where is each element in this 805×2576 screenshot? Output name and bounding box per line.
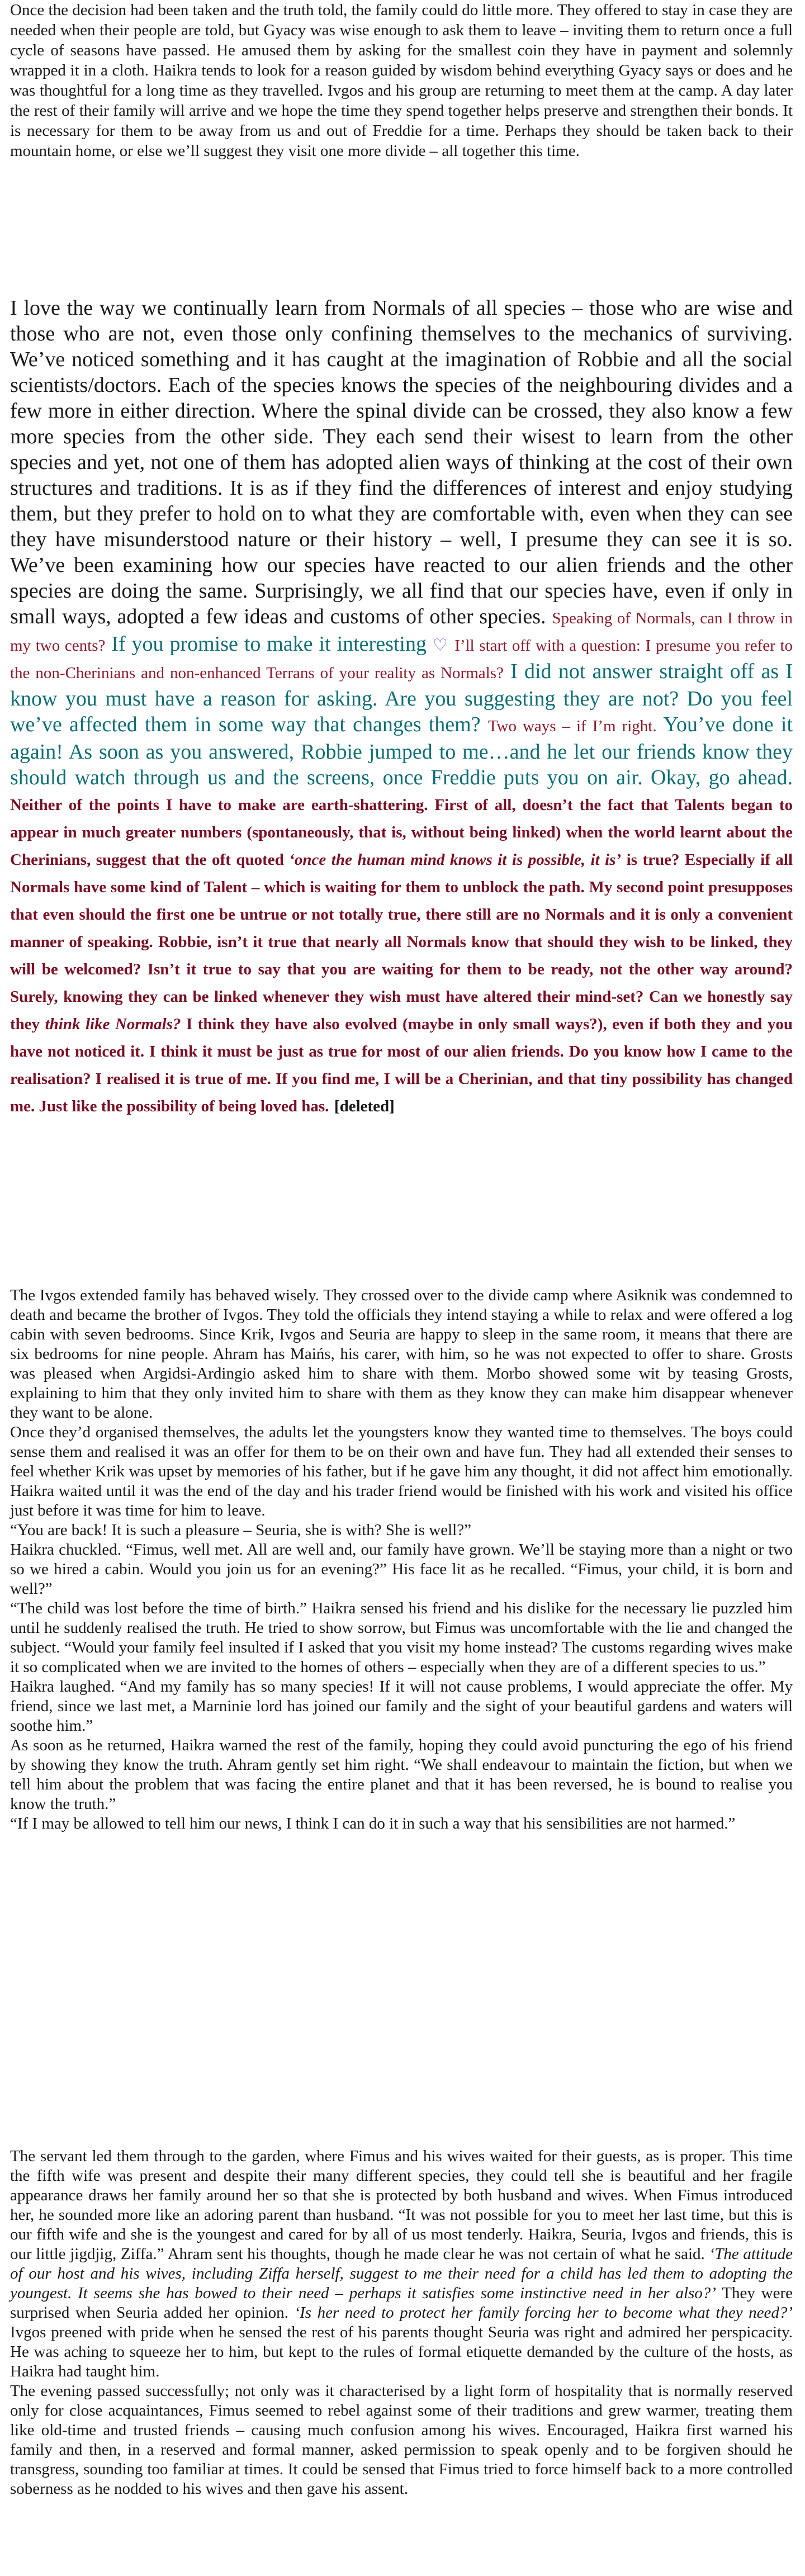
- section-normals-discussion: [10, 295, 793, 1119]
- paragraph: The evening passed successfully; not only was it characterised by a light form of hospitality that is normally reserved only for close acquaintances, Fimus seemed to rebel against some of their traditions and grew warmer, treating them like old-time and trusted friends – causing much confusion among his wives. Encouraged, Haikra first warned his family and then, in a reserved and formal manner, asked permission to speak openly and to be forgiven should he transgress, sounding too familiar at times. It could be sensed that Fimus tried to force himself back to a more controlled soberness as he nodded to his wives and then gave his assent.: [10, 2382, 793, 2498]
- paragraph: As soon as he returned, Haikra warned the rest of the family, hoping they could avoid puncturing the ego of his friend by showing they know the truth. Ahram gently set him right. “We shall endeavour to maintain the fiction, but when we tell him about the problem that was facing the entire planet and that it has been reversed, he is bound to realise you know the truth.”: [10, 1736, 793, 1813]
- paragraph: Once they’d organised themselves, the adults let the youngsters know they wanted time to themselves. The boys could sense them and realised it was an offer for them to be on their own and have fun. They had all extended their senses to feel whether Krik was upset by memories of his father, but if he gave him any thought, it did not affect him emotionally. Haikra waited until it was the end of the day and his trader friend would be finished with his work and visited his office just before it was time for him to leave.: [10, 1423, 793, 1519]
- speaker-red-line: Two ways – if I’m right.: [487, 717, 657, 735]
- section-gyacy-decision: [10, 0, 793, 161]
- speaker-teal-line: I did not answer straight off as I know you must have a reason for asking. Are you suggesting they are not? Do you feel we’ve affected them in some way that changes them?: [10, 660, 793, 736]
- deleted-marker: [deleted]: [334, 1097, 395, 1115]
- paragraph: “The child was lost before the time of birth.” Haikra sensed his friend and his dislike for the necessary lie puzzled him until he suddenly realised the truth. He tried to show sorrow, but Fimus was uncomfortable with the lie and changed the subject. “Would your family feel insulted if I asked that you visit my home instead? The customs regarding wives make it so complicated when we are invited to the homes of others – especially when they are of a different species to us.”: [10, 1599, 793, 1676]
- speaker-teal-line: You’ve done it again! As soon as you answered, Robbie jumped to me…and he let our friends know they should watch through us and the screens, once Freddie puts you on air. Okay, go ahead.: [10, 713, 793, 789]
- heart-icon: ♡: [432, 636, 449, 655]
- paragraph: “If I may be allowed to tell him our news, I think I can do it in such a way that his sensibilities are not harmed.”: [10, 1815, 736, 1832]
- paragraph: Haikra laughed. “And my family has so many species! If it will not cause problems, I would appreciate the offer. My friend, since we last met, a Marninie lord has joined our family and the sight of your beautiful gardens and waters will soothe him.”: [10, 1678, 793, 1735]
- paragraph: Once the decision had been taken and the truth told, the family could do little more. They offered to stay in case they are needed when their people are told, but Gyacy was wise enough to ask them to leave – inviting them to return once a full cycle of seasons have passed. He amused them by asking for the smallest coin they have in payment and solemnly wrapped it in a cloth. Haikra tends to look for a reason guided by wisdom behind everything Gyacy says or does and he was thoughtful for a long time as they travelled. Ivgos and his group are returning to meet them at the camp. A day later the rest of their family will arrive and we hope the time they spend together helps preserve and strengthen their bonds. It is necessary for them to be away from us and out of Freddie for a time. Perhaps they should be taken back to their mountain home, or else we’ll suggest they visit one more divide – all together this time.: [10, 1, 793, 160]
- speaker-red-line: Speaking of Normals, can I throw in my two cents?: [10, 609, 793, 655]
- paragraph: The servant led them through to the garden, where Fimus and his wives waited for their guests, as is proper. This time the fifth wife was present and despite their many different species, they could tell she is beautiful and her fragile appearance draws her family around her so that she is protected by both husband and wives. When Fimus introduced her, he sounded more like an adoring parent than husband. “It was not possible for you to meet her last time, but this is our fifth wife and she is the youngest and cared for by all of us most tenderly. Haikra, Seuria, Ivgos and friends, this is our little jigdjig, Ziffa.” Ahram sent his thoughts, though he made clear he was not certain of what he said. ‘The attitude of our host and his wives, including Ziffa herself, suggest to me their need for a child has led them to adopting the youngest. It seems she has bowed to their need – perhaps it satisfies some instinctive need in her also?’ They were surprised when Seuria added her opinion. ‘Is her need to protect her family forcing her to become what they need?’ Ivgos preened with pride when he sensed the rest of his parents thought Seuria was right and admired her perspicacity. He was aching to squeeze her to him, but kept to the rules of formal etiquette demanded by the culture of the hosts, as Haikra had taught him.: [10, 2147, 793, 2380]
- speaker-red-bold-line: Neither of the points I have to make are earth-shattering. First of all, doesn’t the fact that Talents began to appear in much greater numbers (spontaneously, that is, without being linked) when the world learnt about the Cherinians, suggest that the oft quoted ‘once the human mind knows it is possible, it is’ is true? Especially if all Normals have some kind of Talent – which is waiting for them to unblock the path. My second point presupposes that even should the first one be untrue or not totally true, there still are no Normals and it is only a convenient manner of speaking. Robbie, isn’t it true that nearly all Normals know that should they wish to be linked, they will be welcomed? Isn’t it true to say that you are waiting for them to be ready, not the other way around? Surely, knowing they can be linked whenever they wish must have altered their mind-set? Can we honestly say they think like Normals? I think they have also evolved (maybe in only small ways?), even if both they and you have not noticed it. I think it must be just as true for most of our alien friends. Do you know how I came to the realisation? I realised it is true of me. If you find me, I will be a Cherinian, and that tiny possibility has changed me. Just like the possibility of being loved has.: [10, 796, 793, 1115]
- intro-text: I love the way we continually learn from Normals of all species – those who are wise and those who are not, even those only confining themselves to the mechanics of surviving. We’ve noticed something and it has caught at the imagination of Robbie and all the social scientists/doctors. Each of the species knows the species of the neighbouring divides and a few more in either direction. Where the spinal divide can be crossed, they also know a few more species from the other side. They each send their wisest to learn from the other species and yet, not one of them has adopted alien ways of thinking at the cost of their own structures and traditions. It is as if they find the differences of interest and enjoy studying them, but they prefer to hold on to what they are comfortable with, even when they can see they have misunderstood nature or their history – well, I presume they can see it is so. We’ve been examining how our species have reacted to our alien friends and the other species are doing the same. Surprisingly, we all find that our species have, even if only in small ways, adopted a few ideas and customs of other species.: [10, 296, 793, 628]
- section-fimus-garden: [10, 2147, 793, 2499]
- paragraph-dialogue: [10, 295, 793, 1119]
- paragraph: “You are back! It is such a pleasure – Seuria, she is with? She is well?”: [10, 1521, 471, 1539]
- speaker-red-line: I’ll start off with a question: I presume you refer to the non-Cherinians and non-enhanced Terrans of your reality as Normals?: [10, 637, 793, 682]
- section-ivgos-family: [10, 1286, 793, 1834]
- paragraph: The Ivgos extended family has behaved wisely. They crossed over to the divide camp where Asiknik was condemned to death and became the brother of Ivgos. They told the officials they intend staying a while to relax and were offered a log cabin with seven bedrooms. Since Krik, Ivgos and Seuria are happy to sleep in the same room, it means that there are six bedrooms for nine people. Ahram has Maińs, his carer, with him, so he was not expected to offer to share. Grosts was pleased when Argidsi-Ardingio asked him to share with them. Morbo showed some wit by teasing Grosts, explaining to him that they only invited him to share with them as they know they can make him disappear whenever they want to be alone.: [10, 1286, 793, 1422]
- paragraph: Haikra chuckled. “Fimus, well met. All are well and, our family have grown. We’ll be staying more than a night or two so we hired a cabin. Would you join us for an evening?” His face lit as he recalled. “Fimus, your child, it is born and well?”: [10, 1541, 793, 1598]
- speaker-teal-line: If you promise to make it interesting: [111, 632, 427, 656]
